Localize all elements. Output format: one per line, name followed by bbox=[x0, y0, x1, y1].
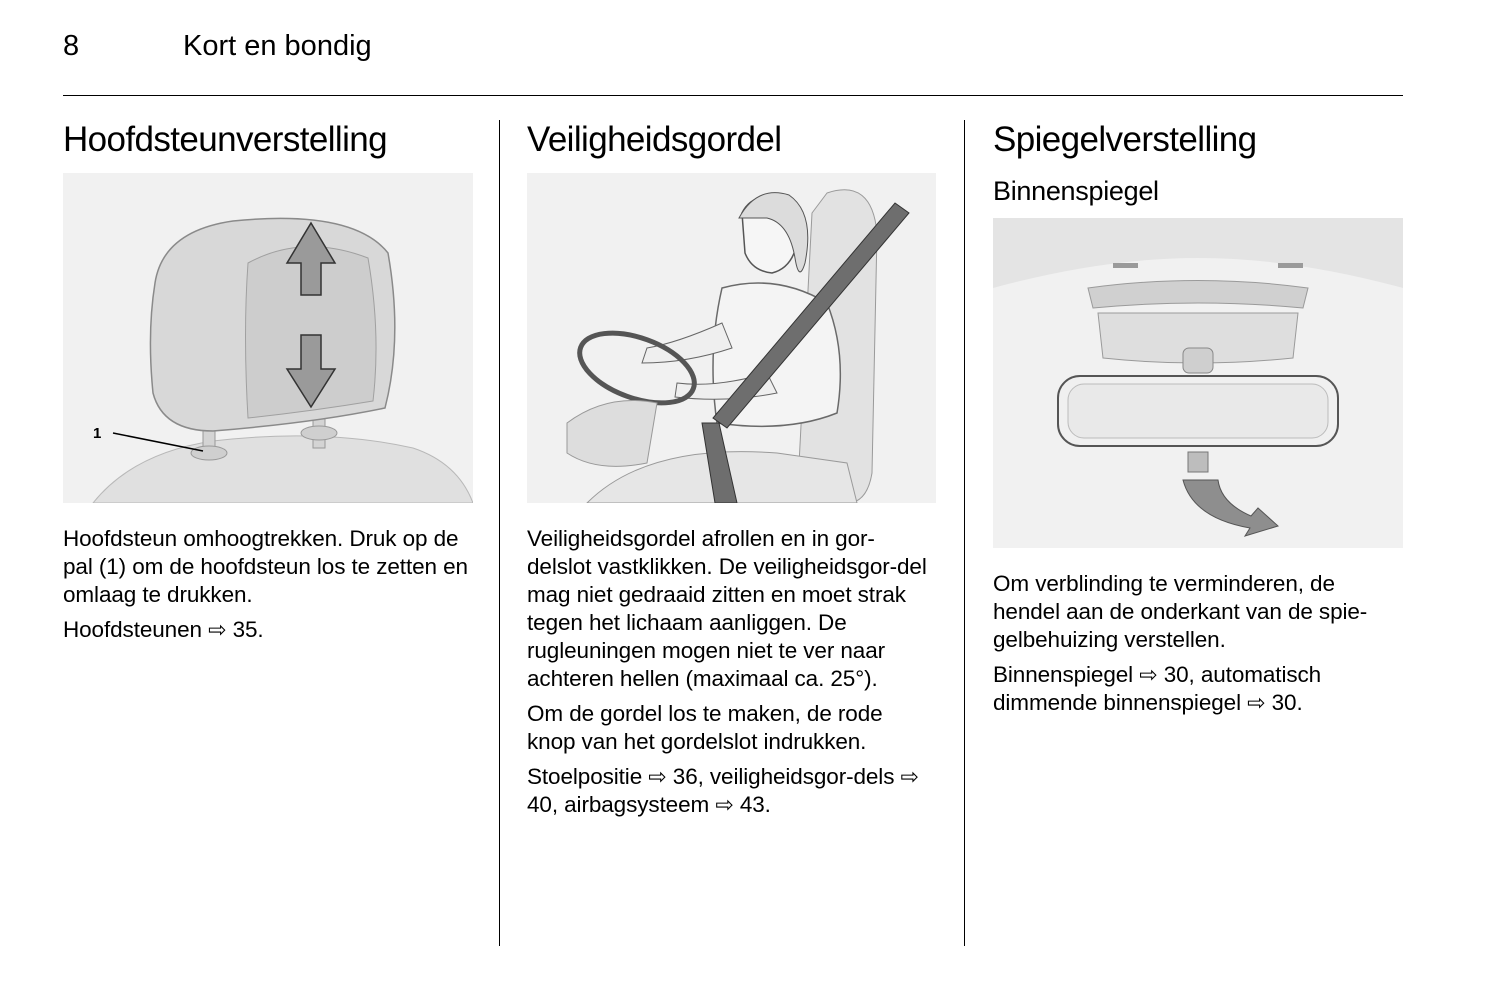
paragraph: Veiligheidsgordel afrollen en in gor-delslot vastklikken. De veiligheidsgor-del mag niet gedraaid zitten en moet strak tegen het lichaam aanliggen. De rugleuningen mogen niet te ver naar achteren hellen (maximaal ca. 25°). bbox=[527, 526, 927, 691]
reference-page: 30, automatisch dimmende binnenspiegel bbox=[993, 662, 1322, 715]
subsection-heading: Binnenspiegel bbox=[993, 176, 1159, 206]
reference-text: Binnenspiegel bbox=[993, 662, 1134, 687]
reference-page: 40, airbagsysteem bbox=[527, 792, 710, 817]
paragraph: Om verblinding te verminderen, de hendel aan de onderkant van de spie-gelbehuizing verstellen. bbox=[993, 571, 1368, 652]
reference-text: Hoofdsteunen bbox=[63, 617, 202, 642]
arrow-ref-icon: ⇨ bbox=[900, 764, 919, 789]
reference-page: 30. bbox=[1271, 690, 1303, 715]
chapter-title: Kort en bondig bbox=[183, 30, 372, 62]
arrow-ref-icon: ⇨ bbox=[715, 792, 734, 817]
seatbelt-figure bbox=[527, 173, 936, 503]
reference-page: 36, veiligheidsgor-dels bbox=[672, 764, 895, 789]
section-mirror bbox=[993, 118, 1404, 724]
paragraph: Hoofdsteun omhoogtrekken. Druk op de pal (1) om de hoofdsteun los te zetten en omlaag te drukken. bbox=[63, 526, 468, 607]
arrow-ref-icon: ⇨ bbox=[1139, 662, 1158, 687]
arrow-ref-icon: ⇨ bbox=[1247, 690, 1266, 715]
reference-text: Stoelpositie bbox=[527, 764, 643, 789]
section-heading: Spiegelverstelling bbox=[993, 120, 1257, 159]
paragraph: Om de gordel los te maken, de rode knop van het gordelslot indrukken. bbox=[527, 701, 883, 754]
body-text bbox=[993, 570, 1404, 717]
page-number: 8 bbox=[63, 30, 80, 62]
reference-page: 35. bbox=[232, 617, 264, 642]
section-heading: Veiligheidsgordel bbox=[527, 120, 782, 159]
reference-line bbox=[993, 661, 1404, 717]
reference-line bbox=[63, 616, 473, 644]
header-divider bbox=[63, 95, 1403, 96]
section-heading: Hoofdsteunverstelling bbox=[63, 120, 387, 159]
reference-line bbox=[527, 763, 937, 819]
body-text bbox=[63, 525, 473, 644]
arrow-ref-icon: ⇨ bbox=[208, 617, 227, 642]
callout-label: 1 bbox=[93, 425, 102, 442]
reference-page: 43. bbox=[739, 792, 771, 817]
section-headrest bbox=[63, 118, 473, 651]
headrest-figure bbox=[63, 173, 473, 503]
section-seatbelt bbox=[527, 118, 937, 826]
column-divider bbox=[964, 120, 965, 946]
arrow-ref-icon: ⇨ bbox=[648, 764, 667, 789]
column-divider bbox=[499, 120, 500, 946]
mirror-figure bbox=[993, 218, 1403, 548]
body-text bbox=[527, 525, 937, 819]
